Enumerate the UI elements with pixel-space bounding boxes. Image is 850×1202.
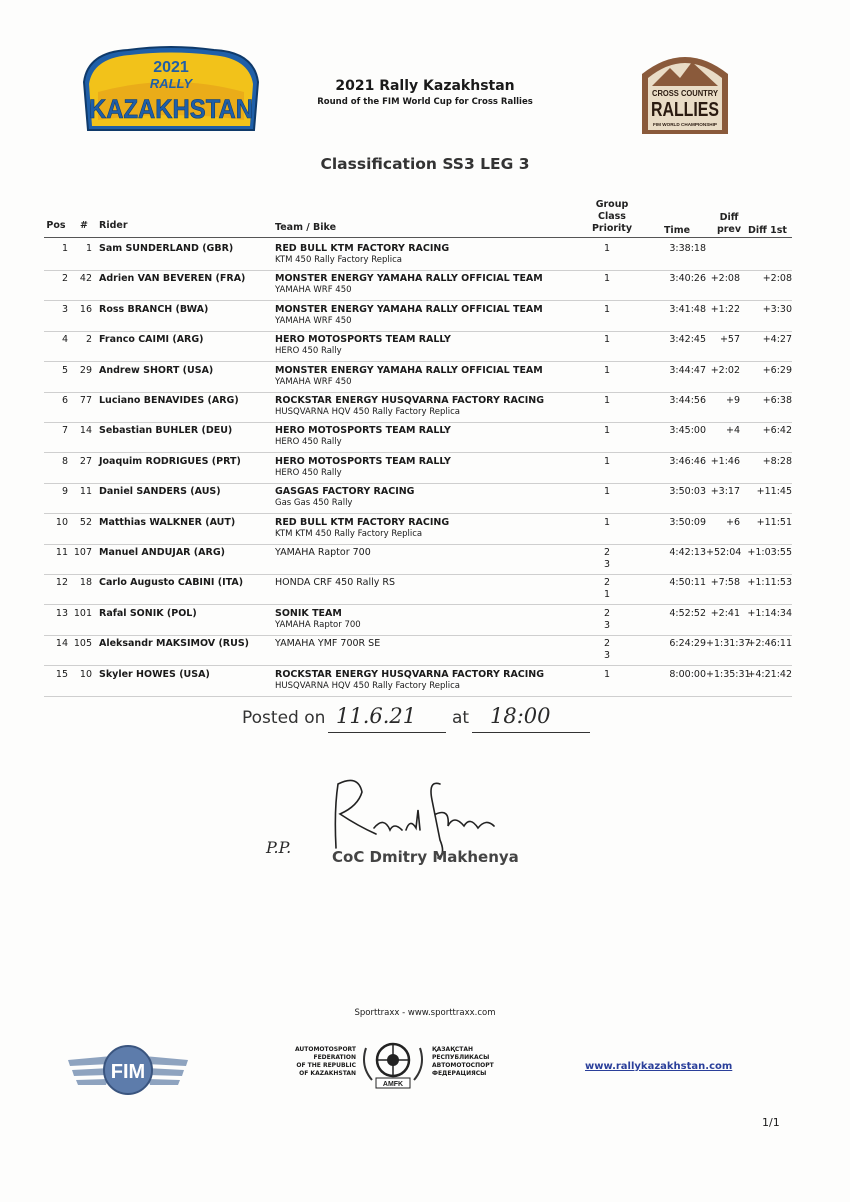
bike-cell: HUSQVARNA HQV 450 Rally Factory Replica [275, 407, 460, 417]
time-cell: 3:50:03 [669, 486, 706, 498]
page-number: 1/1 [762, 1116, 780, 1129]
rank-cell: 7 [61, 425, 68, 437]
table-row [44, 331, 792, 362]
col-time: Time [663, 225, 691, 236]
group-cell: 1 [604, 334, 611, 346]
ccr-line3: FIM WORLD CHAMPIONSHIP [653, 122, 717, 127]
rider-name-cell: Joaquim RODRIGUES (PRT) [99, 455, 241, 467]
table-row [44, 392, 792, 423]
col-diff-first: Diff 1st [748, 225, 787, 236]
federation-emblem-text: AMFK [382, 1081, 404, 1088]
col-num: # [80, 220, 88, 231]
diff-first-cell: +1:11:53 [747, 577, 792, 589]
team-name-cell: YAMAHA YMF 700R SE [275, 638, 381, 650]
time-cell: 4:42:13 [669, 547, 706, 558]
team-name-cell: HONDA CRF 450 Rally RS [275, 577, 396, 589]
time-cell: 3:44:56 [669, 395, 706, 406]
class-cell: 1 [604, 589, 611, 601]
group-cell: 2 [604, 638, 611, 650]
bike-cell: YAMAHA WRF 450 [275, 315, 352, 326]
rider-name-cell: Ross BRANCH (BWA) [99, 303, 209, 315]
diff-prev-cell: +1:22 [710, 303, 740, 315]
team-name-cell: MONSTER ENERGY YAMAHA RALLY OFFICIAL TEAM [275, 303, 543, 315]
rank-cell: 8 [61, 455, 68, 467]
col-group [588, 199, 636, 235]
rider-name-cell: Sebastian BUHLER (DEU) [99, 425, 233, 437]
bib-number-cell: 42 [79, 273, 92, 285]
logo-year-text: 2021 [153, 59, 189, 76]
col-group-line1: Group [595, 199, 629, 210]
federation-name-en [266, 1046, 356, 1078]
bib-number-cell: 77 [79, 395, 92, 406]
bike-cell: KTM 450 Rally Factory Replica [275, 255, 402, 265]
diff-prev-cell: +1:46 [710, 455, 740, 467]
rider-name-cell: Manuel ANDUJAR (ARG) [99, 547, 225, 558]
rider-name-cell: Skyler HOWES (USA) [99, 668, 210, 680]
fed-en-line3: OF THE REPUBLIC [296, 1062, 356, 1069]
team-name-cell: ROCKSTAR ENERGY HUSQVARNA FACTORY RACING [275, 395, 545, 406]
diff-prev-cell: +3:17 [710, 486, 740, 498]
bib-number-cell: 14 [79, 425, 92, 437]
rank-cell: 13 [55, 607, 68, 619]
time-cell: 3:50:09 [669, 516, 706, 528]
team-name-cell: MONSTER ENERGY YAMAHA RALLY OFFICIAL TEAM [275, 273, 543, 285]
col-diff-prev-line1: Diff [719, 212, 739, 223]
bike-cell: KTM KTM 450 Rally Factory Replica [275, 528, 423, 539]
diff-prev-cell: +9 [725, 395, 740, 406]
team-name-cell: HERO MOTOSPORTS TEAM RALLY [275, 425, 451, 437]
col-rider: Rider [99, 220, 128, 231]
fed-en-line4: OF KAZAKHSTAN [299, 1070, 356, 1077]
team-name-cell: ROCKSTAR ENERGY HUSQVARNA FACTORY RACING [275, 668, 545, 680]
ccr-line1: CROSS COUNTRY [652, 89, 719, 98]
rank-cell: 14 [55, 638, 68, 650]
team-name-cell: RED BULL KTM FACTORY RACING [275, 516, 450, 528]
group-cell: 1 [604, 425, 611, 437]
diff-prev-cell: +57 [719, 334, 740, 346]
diff-first-cell: +4:27 [762, 334, 792, 346]
rider-name-cell: Sam SUNDERLAND (GBR) [99, 243, 234, 254]
rider-name-cell: Aleksandr MAKSIMOV (RUS) [99, 638, 250, 650]
posted-date-underline [328, 732, 446, 733]
event-subtitle: Round of the FIM World Cup for Cross Rallies [317, 97, 533, 107]
bib-number-cell: 27 [79, 455, 92, 467]
time-cell: 4:50:11 [669, 577, 706, 589]
col-diff-prev-line2: prev [716, 224, 742, 235]
table-row [44, 605, 792, 636]
diff-first-cell: +8:28 [762, 455, 792, 467]
col-diff-prev [712, 212, 746, 236]
time-cell: 3:44:47 [669, 364, 706, 376]
table-row [44, 301, 792, 332]
time-cell: 8:00:00 [669, 668, 706, 680]
group-cell: 1 [604, 364, 611, 376]
diff-first-cell: +2:08 [762, 273, 792, 285]
time-cell: 3:38:18 [669, 243, 706, 254]
bike-cell: HERO 450 Rally [275, 437, 342, 448]
rider-name-cell: Rafal SONIK (POL) [99, 607, 197, 619]
bike-cell: YAMAHA WRF 450 [275, 376, 352, 387]
bib-number-cell: 2 [85, 334, 92, 346]
team-name-cell: RED BULL KTM FACTORY RACING [275, 243, 450, 254]
rider-name-cell: Daniel SANDERS (AUS) [99, 486, 221, 498]
group-cell: 1 [604, 486, 611, 498]
class-cell: 3 [604, 650, 611, 662]
time-cell: 3:46:46 [669, 455, 706, 467]
bib-number-cell: 105 [73, 638, 92, 650]
team-name-cell: YAMAHA Raptor 700 [275, 547, 371, 558]
diff-prev-cell: +1:35:31 [706, 668, 751, 680]
posted-on-label: Posted on [242, 708, 326, 728]
rank-cell: 4 [61, 334, 68, 346]
rank-cell: 10 [55, 516, 68, 528]
bike-cell: HUSQVARNA HQV 450 Rally Factory Replica [275, 680, 460, 691]
diff-first-cell: +6:38 [762, 395, 792, 406]
diff-first-cell: +3:30 [762, 303, 792, 315]
ccr-line2: RALLIES [651, 99, 719, 121]
diff-prev-cell: +4 [725, 425, 740, 437]
rank-cell: 9 [61, 486, 68, 498]
diff-prev-cell: +6 [725, 516, 740, 528]
fim-logo [66, 1034, 190, 1102]
col-pos: Pos [46, 220, 66, 231]
group-cell: 2 [604, 547, 611, 558]
header-divider [44, 237, 792, 238]
bib-number-cell: 11 [79, 486, 92, 498]
rank-cell: 1 [61, 243, 68, 254]
team-name-cell: HERO MOTOSPORTS TEAM RALLY [275, 334, 451, 346]
diff-first-cell: +11:45 [756, 486, 792, 498]
group-cell: 1 [604, 516, 611, 528]
table-row [44, 574, 792, 605]
group-cell: 1 [604, 455, 611, 467]
diff-first-cell: +1:14:34 [747, 607, 792, 619]
bib-number-cell: 10 [79, 668, 92, 680]
diff-first-cell: +1:03:55 [747, 547, 792, 558]
time-cell: 4:52:52 [669, 607, 706, 619]
diff-first-cell: +11:51 [756, 516, 792, 528]
group-cell: 1 [604, 395, 611, 406]
diff-prev-cell: +2:08 [710, 273, 740, 285]
rider-name-cell: Adrien VAN BEVEREN (FRA) [99, 273, 246, 285]
posted-line [242, 708, 325, 728]
bike-cell: YAMAHA WRF 450 [275, 285, 352, 296]
bib-number-cell: 52 [79, 516, 92, 528]
fim-logo-text: FIM [110, 1061, 146, 1083]
diff-prev-cell: +1:31:37 [706, 638, 751, 650]
rank-cell: 2 [61, 273, 68, 285]
bike-cell: HERO 450 Rally [275, 467, 342, 478]
fed-kz-line4: ФЕДЕРАЦИЯСЫ [432, 1070, 487, 1077]
group-cell: 1 [604, 303, 611, 315]
rider-name-cell: Andrew SHORT (USA) [99, 364, 214, 376]
rank-cell: 3 [61, 303, 68, 315]
team-name-cell: GASGAS FACTORY RACING [275, 486, 415, 498]
table-row [44, 422, 792, 453]
diff-prev-cell: +7:58 [710, 577, 740, 589]
bib-number-cell: 16 [79, 303, 92, 315]
table-row [44, 483, 792, 514]
bib-number-cell: 18 [79, 577, 92, 589]
table-row [44, 635, 792, 666]
diff-first-cell: +2:46:11 [747, 638, 792, 650]
time-cell: 3:45:00 [669, 425, 706, 437]
logo-kazakhstan-text: KAZAKHSTAN [89, 94, 253, 124]
group-cell: 1 [604, 668, 611, 680]
rank-cell: 12 [55, 577, 68, 589]
table-row [44, 544, 792, 575]
rank-cell: 5 [61, 364, 68, 376]
signatory-name: CoC Dmitry Makhenya [332, 848, 519, 866]
bib-number-cell: 107 [73, 547, 92, 558]
fed-kz-line1: ҚАЗАҚСТАН [432, 1046, 474, 1053]
time-cell: 3:40:26 [669, 273, 706, 285]
team-name-cell: SONIK TEAM [275, 607, 342, 619]
rider-name-cell: Luciano BENAVIDES (ARG) [99, 395, 239, 406]
bike-cell: Gas Gas 450 Rally [275, 498, 353, 509]
group-cell: 2 [604, 607, 611, 619]
table-row [44, 362, 792, 393]
diff-first-cell: +4:21:42 [747, 668, 792, 680]
time-cell: 3:41:48 [669, 303, 706, 315]
team-name-cell: HERO MOTOSPORTS TEAM RALLY [275, 455, 451, 467]
posted-time: 18:00 [490, 704, 551, 728]
time-cell: 6:24:29 [669, 638, 706, 650]
bib-number-cell: 29 [79, 364, 92, 376]
col-group-line2: Class [598, 211, 626, 222]
footer-source: Sporttraxx - www.sporttraxx.com [354, 1008, 496, 1018]
posted-time-underline [472, 732, 590, 733]
group-cell: 1 [604, 273, 611, 285]
bike-cell: YAMAHA Raptor 700 [275, 619, 361, 630]
time-cell: 3:42:45 [669, 334, 706, 346]
event-title: 2021 Rally Kazakhstan [335, 78, 515, 94]
classification-title: Classification SS3 LEG 3 [320, 155, 530, 173]
federation-emblem [358, 1036, 428, 1092]
bib-number-cell: 1 [85, 243, 92, 254]
website-link[interactable]: www.rallykazakhstan.com [585, 1061, 733, 1072]
rider-name-cell: Carlo Augusto CABINI (ITA) [99, 577, 244, 589]
bike-cell: HERO 450 Rally [275, 346, 342, 357]
diff-prev-cell: +2:41 [710, 607, 740, 619]
federation-name-kz [432, 1046, 532, 1078]
diff-prev-cell: +2:02 [710, 364, 740, 376]
diff-prev-cell: +52:04 [706, 547, 742, 558]
class-cell: 3 [604, 619, 611, 631]
table-row [44, 270, 792, 301]
col-group-line3: Priority [591, 223, 633, 234]
group-cell: 1 [604, 243, 611, 254]
table-row [44, 453, 792, 484]
table-row [44, 666, 792, 697]
posted-date: 11.6.21 [336, 704, 417, 728]
fed-kz-line3: АВТОМОТОСПОРТ [432, 1062, 494, 1069]
signature-scribble [328, 770, 508, 860]
posted-at-label: at [452, 708, 470, 728]
rider-name-cell: Franco CAIMI (ARG) [99, 334, 204, 346]
fed-en-line1: AUTOMOTOSPORT [294, 1046, 356, 1053]
rank-cell: 15 [55, 668, 68, 680]
logo-rally-text: RALLY [149, 76, 193, 91]
group-cell: 2 [604, 577, 611, 589]
rider-name-cell: Matthias WALKNER (AUT) [99, 516, 236, 528]
rank-cell: 6 [61, 395, 68, 406]
bib-number-cell: 101 [73, 607, 92, 619]
diff-first-cell: +6:29 [762, 364, 792, 376]
fed-kz-line2: РЕСПУБЛИКАСЫ [432, 1054, 490, 1061]
table-row [44, 240, 792, 271]
fed-en-line2: FEDERATION [313, 1054, 356, 1061]
rank-cell: 11 [55, 547, 68, 558]
col-team: Team / Bike [275, 222, 337, 233]
table-row [44, 514, 792, 545]
diff-first-cell: +6:42 [762, 425, 792, 437]
cross-country-rallies-logo [636, 46, 734, 136]
signature-pp: P.P. [266, 838, 292, 857]
team-name-cell: MONSTER ENERGY YAMAHA RALLY OFFICIAL TEAM [275, 364, 543, 376]
class-cell: 3 [604, 559, 611, 570]
